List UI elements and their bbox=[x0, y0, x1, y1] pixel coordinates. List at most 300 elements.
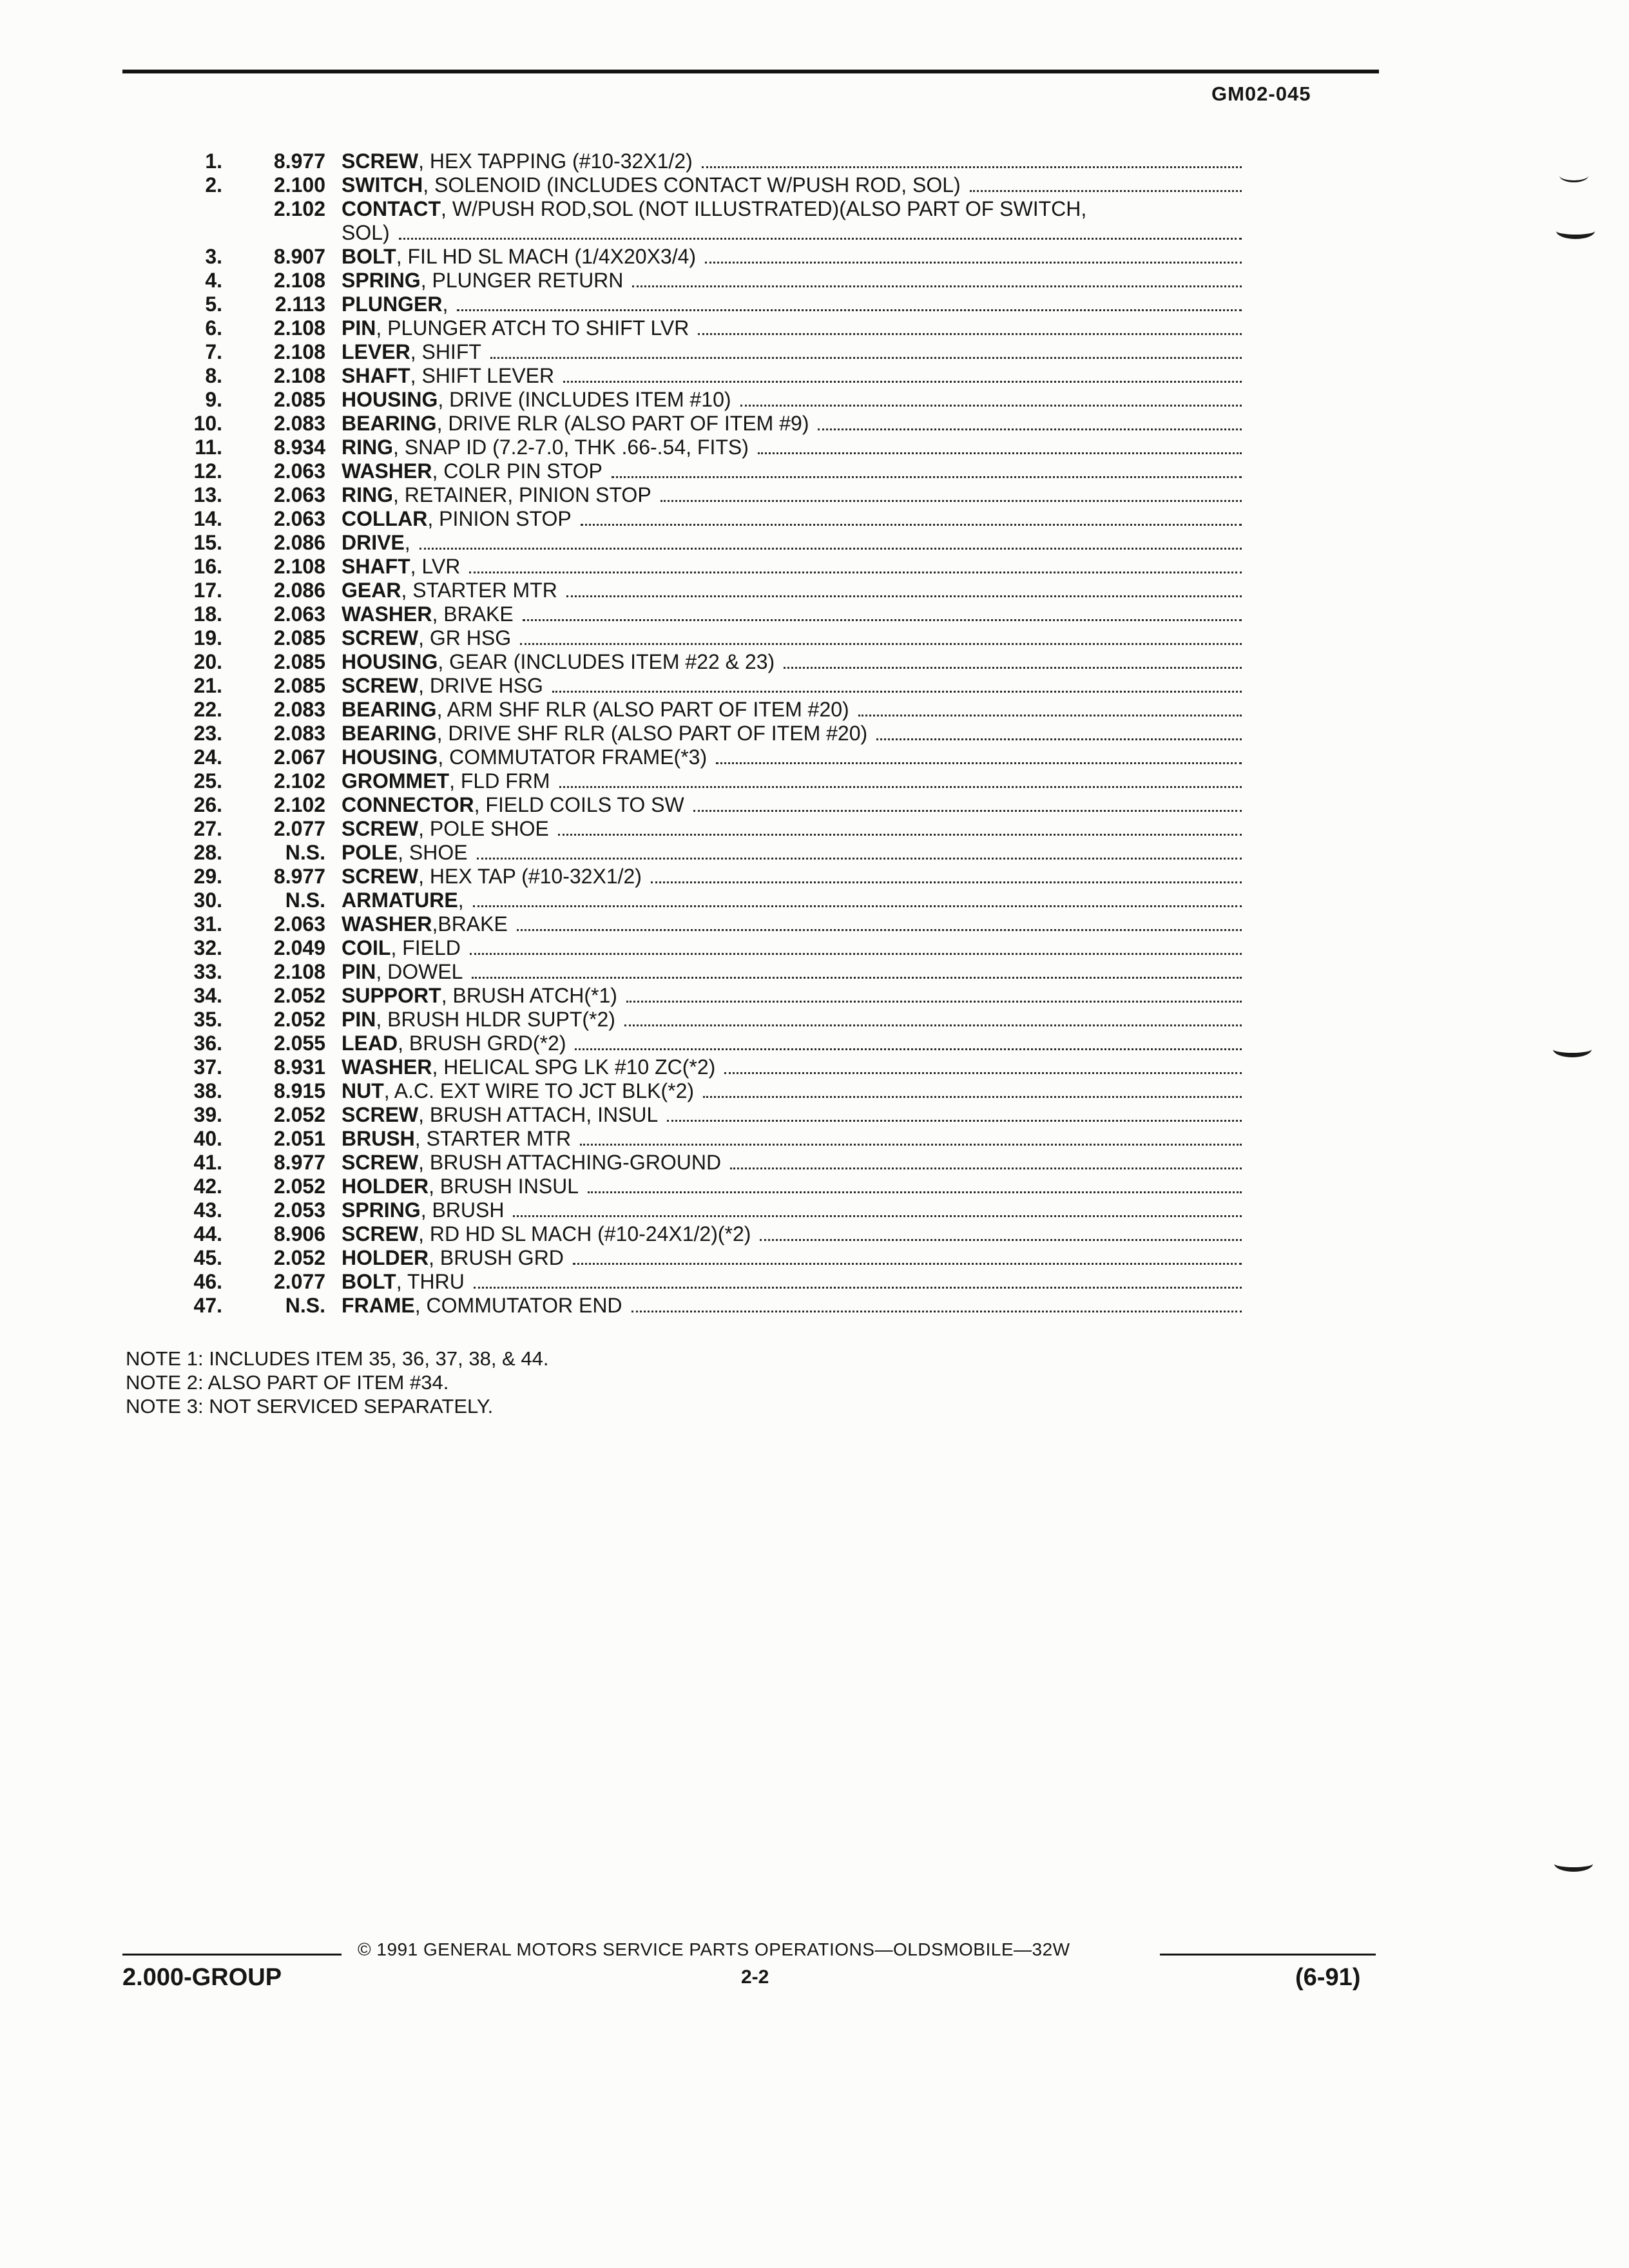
parts-row bbox=[184, 316, 1247, 340]
parts-row bbox=[184, 1270, 1247, 1294]
item-number: 29. bbox=[193, 865, 222, 888]
parts-row bbox=[184, 793, 1247, 817]
group-number: 8.977 bbox=[273, 149, 325, 173]
dot-leader bbox=[573, 1263, 1242, 1265]
parts-row bbox=[184, 1055, 1247, 1079]
part-name: HOUSING bbox=[342, 745, 438, 769]
dot-leader bbox=[703, 1096, 1242, 1098]
dot-leader bbox=[705, 262, 1242, 264]
part-detail: , BRAKE bbox=[432, 602, 514, 626]
part-detail: , ARM SHF RLR (ALSO PART OF ITEM #20) bbox=[436, 698, 849, 721]
group-number: 2.100 bbox=[273, 173, 325, 197]
part-detail: , BRUSH bbox=[420, 1198, 505, 1222]
part-name: WASHER bbox=[342, 1055, 432, 1079]
parts-row bbox=[184, 745, 1247, 769]
part-name: HOUSING bbox=[342, 388, 438, 411]
item-number: 40. bbox=[193, 1127, 222, 1150]
part-detail: , bbox=[442, 293, 448, 316]
parts-row bbox=[184, 602, 1247, 626]
item-number: 1. bbox=[205, 149, 222, 173]
part-name: WASHER bbox=[342, 459, 432, 483]
dot-leader bbox=[716, 762, 1242, 764]
part-description bbox=[342, 531, 1247, 555]
group-number: 2.085 bbox=[273, 626, 325, 649]
part-description bbox=[342, 149, 1247, 173]
parts-row bbox=[184, 1103, 1247, 1127]
group-number: 2.108 bbox=[273, 340, 325, 363]
part-name: COIL bbox=[342, 936, 391, 959]
item-number: 21. bbox=[193, 674, 222, 697]
part-name: SCREW bbox=[342, 1222, 419, 1245]
group-number: 2.085 bbox=[273, 388, 325, 411]
part-name: RING bbox=[342, 436, 393, 459]
part-description bbox=[342, 316, 1247, 340]
parts-row bbox=[184, 698, 1247, 722]
group-number: 2.083 bbox=[273, 722, 325, 745]
note-line: NOTE 3: NOT SERVICED SEPARATELY. bbox=[126, 1395, 494, 1418]
part-name: SPRING bbox=[342, 1198, 421, 1222]
group-number: 2.102 bbox=[273, 197, 325, 220]
parts-row bbox=[184, 936, 1247, 960]
part-detail: , SHOE bbox=[398, 841, 468, 864]
part-detail: , LVR bbox=[410, 555, 461, 578]
group-number: N.S. bbox=[285, 841, 325, 864]
part-description bbox=[342, 1008, 1247, 1032]
part-name: NUT bbox=[342, 1079, 384, 1102]
item-number: 23. bbox=[193, 722, 222, 745]
parts-row bbox=[184, 293, 1247, 316]
dot-leader bbox=[520, 643, 1242, 645]
group-number: 8.977 bbox=[273, 1151, 325, 1174]
part-detail: , RETAINER, PINION STOP bbox=[393, 483, 651, 506]
dot-leader bbox=[474, 1287, 1242, 1289]
parts-row bbox=[184, 412, 1247, 436]
group-number: 2.108 bbox=[273, 316, 325, 340]
dot-leader bbox=[624, 1024, 1242, 1026]
item-number: 13. bbox=[193, 483, 222, 506]
parts-row bbox=[184, 865, 1247, 889]
part-description bbox=[342, 340, 1247, 364]
dot-leader bbox=[858, 715, 1242, 716]
part-detail: , HELICAL SPG LK #10 ZC(*2) bbox=[432, 1055, 716, 1079]
footer-rule-right bbox=[1160, 1954, 1376, 1956]
parts-row bbox=[184, 245, 1247, 269]
parts-row bbox=[184, 1127, 1247, 1151]
part-description bbox=[342, 1032, 1247, 1055]
part-name: BEARING bbox=[342, 722, 437, 745]
parts-row bbox=[184, 436, 1247, 459]
part-detail: , DRIVE (INCLUDES ITEM #10) bbox=[438, 388, 731, 411]
dot-leader bbox=[419, 548, 1242, 550]
dot-leader bbox=[784, 667, 1242, 669]
part-description bbox=[342, 459, 1247, 483]
item-number: 17. bbox=[193, 579, 222, 602]
part-name: COLLAR bbox=[342, 507, 428, 530]
part-description bbox=[342, 1103, 1247, 1127]
part-description bbox=[342, 745, 1247, 769]
item-number: 4. bbox=[205, 269, 222, 292]
part-name: SPRING bbox=[342, 269, 421, 292]
part-name: CONNECTOR bbox=[342, 793, 474, 816]
part-detail: , STARTER MTR bbox=[414, 1127, 572, 1150]
group-number: 2.102 bbox=[273, 769, 325, 793]
part-name: SCREW bbox=[342, 149, 419, 173]
part-description bbox=[342, 1294, 1247, 1318]
group-number: 8.931 bbox=[273, 1055, 325, 1079]
parts-row bbox=[184, 674, 1247, 698]
part-detail: , BRUSH HLDR SUPT(*2) bbox=[376, 1008, 615, 1031]
parts-row bbox=[184, 626, 1247, 650]
parts-row bbox=[184, 722, 1247, 745]
group-number: 8.934 bbox=[273, 436, 325, 459]
part-description bbox=[342, 698, 1247, 722]
dot-leader bbox=[558, 834, 1242, 836]
group-number: 2.052 bbox=[273, 984, 325, 1007]
group-number: 2.085 bbox=[273, 650, 325, 673]
group-number: 2.083 bbox=[273, 412, 325, 435]
parts-row bbox=[184, 555, 1247, 579]
part-description bbox=[342, 483, 1247, 507]
dot-leader bbox=[970, 190, 1242, 192]
dot-leader bbox=[626, 1001, 1242, 1003]
group-number: 2.063 bbox=[273, 602, 325, 626]
part-detail: , W/PUSH ROD,SOL (NOT ILLUSTRATED)(ALSO PART OF SWITCH, bbox=[441, 197, 1087, 220]
dot-leader bbox=[876, 738, 1242, 740]
parts-row bbox=[184, 1079, 1247, 1103]
dot-leader bbox=[693, 810, 1242, 812]
part-detail: , BRUSH ATTACH, INSUL bbox=[418, 1103, 659, 1126]
part-name: DRIVE bbox=[342, 531, 405, 554]
dot-leader bbox=[470, 953, 1242, 955]
parts-row bbox=[184, 817, 1247, 841]
group-number: 2.067 bbox=[273, 745, 325, 769]
part-name: HOLDER bbox=[342, 1246, 429, 1269]
group-number: 2.077 bbox=[273, 817, 325, 840]
part-description bbox=[342, 245, 1247, 269]
part-description bbox=[342, 674, 1247, 698]
footer-rule-left bbox=[122, 1954, 342, 1956]
item-number: 11. bbox=[195, 436, 222, 459]
part-description bbox=[342, 793, 1247, 817]
parts-row bbox=[184, 507, 1247, 531]
group-number: 2.063 bbox=[273, 912, 325, 936]
part-description bbox=[342, 626, 1247, 650]
parts-row bbox=[184, 1294, 1247, 1318]
part-detail: , GR HSG bbox=[418, 626, 512, 649]
dot-leader bbox=[581, 524, 1242, 526]
part-description bbox=[342, 889, 1247, 912]
binder-mark bbox=[1553, 1041, 1592, 1057]
dot-leader bbox=[588, 1191, 1242, 1193]
part-detail: , DRIVE RLR (ALSO PART OF ITEM #9) bbox=[436, 412, 809, 435]
group-number: 2.102 bbox=[273, 793, 325, 816]
part-name: CONTACT bbox=[342, 197, 441, 220]
item-number: 47. bbox=[193, 1294, 222, 1317]
parts-row bbox=[184, 1032, 1247, 1055]
dot-leader bbox=[566, 595, 1242, 597]
part-detail: , GEAR (INCLUDES ITEM #22 & 23) bbox=[438, 650, 775, 673]
parts-row bbox=[184, 960, 1247, 984]
part-name: PLUNGER bbox=[342, 293, 443, 316]
part-description bbox=[342, 507, 1247, 531]
dot-leader bbox=[702, 166, 1242, 168]
part-name: GROMMET bbox=[342, 769, 450, 793]
dot-leader bbox=[667, 1120, 1242, 1122]
item-number: 37. bbox=[193, 1055, 222, 1079]
part-detail: , SOLENOID (INCLUDES CONTACT W/PUSH ROD, SOL) bbox=[423, 173, 961, 197]
part-description bbox=[342, 1127, 1247, 1151]
copyright-line: © 1991 GENERAL MOTORS SERVICE PARTS OPERATIONS—OLDSMOBILE—32W bbox=[358, 1939, 1070, 1959]
parts-row bbox=[184, 769, 1247, 793]
part-description bbox=[342, 602, 1247, 626]
dot-leader bbox=[472, 977, 1242, 979]
parts-row bbox=[184, 841, 1247, 865]
part-detail: , FLD FRM bbox=[449, 769, 550, 793]
part-name: SHAFT bbox=[342, 555, 410, 578]
parts-row bbox=[184, 1222, 1247, 1246]
parts-row bbox=[184, 483, 1247, 507]
top-rule bbox=[122, 70, 1379, 73]
part-name: SCREW bbox=[342, 1151, 419, 1174]
dot-leader bbox=[473, 905, 1242, 907]
part-detail: , COMMUTATOR END bbox=[414, 1294, 622, 1317]
part-detail: , FIL HD SL MACH (1/4X20X3/4) bbox=[396, 245, 697, 268]
part-detail-continued: SOL) bbox=[342, 221, 390, 244]
group-number: 2.052 bbox=[273, 1103, 325, 1126]
group-number: 8.907 bbox=[273, 245, 325, 268]
part-detail: , DRIVE SHF RLR (ALSO PART OF ITEM #20) bbox=[436, 722, 868, 745]
part-description bbox=[342, 769, 1247, 793]
part-detail: , HEX TAPPING (#10-32X1/2) bbox=[418, 149, 693, 173]
part-description bbox=[342, 865, 1247, 889]
part-detail: , DOWEL bbox=[376, 960, 463, 983]
note-line: NOTE 1: INCLUDES ITEM 35, 36, 37, 38, & 44. bbox=[126, 1347, 549, 1370]
part-description bbox=[342, 1198, 1247, 1222]
part-detail: , COMMUTATOR FRAME(*3) bbox=[438, 745, 708, 769]
parts-row bbox=[184, 889, 1247, 912]
dot-leader bbox=[631, 1311, 1242, 1312]
group-number: 8.977 bbox=[273, 865, 325, 888]
part-detail: , BRUSH GRD bbox=[429, 1246, 564, 1269]
parts-row bbox=[184, 1151, 1247, 1175]
dot-leader bbox=[552, 691, 1242, 693]
group-number: 2.108 bbox=[273, 364, 325, 387]
item-number: 9. bbox=[205, 388, 222, 411]
item-number: 25. bbox=[193, 769, 222, 793]
dot-leader bbox=[660, 500, 1242, 502]
group-number: 8.915 bbox=[273, 1079, 325, 1102]
part-name: FRAME bbox=[342, 1294, 415, 1317]
parts-row bbox=[184, 1175, 1247, 1198]
parts-row bbox=[184, 912, 1247, 936]
dot-leader bbox=[477, 858, 1242, 860]
dot-leader bbox=[612, 476, 1242, 478]
item-number: 41. bbox=[193, 1151, 222, 1174]
parts-row bbox=[184, 197, 1247, 245]
dot-leader bbox=[724, 1072, 1242, 1074]
item-number: 27. bbox=[193, 817, 222, 840]
part-detail: , SNAP ID (7.2-7.0, THK .66-.54, FITS) bbox=[393, 436, 749, 459]
part-description bbox=[342, 936, 1247, 960]
notes-section bbox=[126, 1347, 548, 1418]
part-detail: , COLR PIN STOP bbox=[432, 459, 602, 483]
group-number: 2.052 bbox=[273, 1246, 325, 1269]
part-description bbox=[342, 269, 1247, 293]
item-number: 14. bbox=[193, 507, 222, 530]
part-description bbox=[342, 650, 1247, 674]
page-number: 2-2 bbox=[741, 1966, 769, 1988]
item-number: 39. bbox=[193, 1103, 222, 1126]
dot-leader bbox=[632, 285, 1242, 287]
dot-leader bbox=[563, 381, 1242, 383]
part-description bbox=[342, 912, 1247, 936]
parts-list bbox=[184, 149, 1247, 1318]
group-number: 2.052 bbox=[273, 1008, 325, 1031]
item-number: 2. bbox=[205, 173, 222, 197]
part-name: WASHER bbox=[342, 602, 432, 626]
part-detail: , bbox=[458, 889, 464, 912]
item-number: 19. bbox=[193, 626, 222, 649]
part-name: HOLDER bbox=[342, 1175, 429, 1198]
parts-row bbox=[184, 650, 1247, 674]
part-description bbox=[342, 1270, 1247, 1294]
part-detail: , bbox=[404, 531, 410, 554]
part-name: SHAFT bbox=[342, 364, 410, 387]
group-number: 2.063 bbox=[273, 459, 325, 483]
dot-leader bbox=[523, 619, 1242, 621]
dot-leader bbox=[559, 786, 1242, 788]
item-number: 32. bbox=[193, 936, 222, 959]
part-description bbox=[342, 722, 1247, 745]
group-number: N.S. bbox=[285, 889, 325, 912]
part-name: POLE bbox=[342, 841, 398, 864]
part-description bbox=[342, 197, 1247, 245]
item-number: 43. bbox=[193, 1198, 222, 1222]
part-description bbox=[342, 579, 1247, 602]
dot-leader bbox=[758, 452, 1242, 454]
part-detail: , PLUNGER RETURN bbox=[420, 269, 624, 292]
part-name: LEAD bbox=[342, 1032, 398, 1055]
group-number: 2.086 bbox=[273, 579, 325, 602]
group-number: 2.077 bbox=[273, 1270, 325, 1293]
item-number: 8. bbox=[205, 364, 222, 387]
note-line: NOTE 2: ALSO PART OF ITEM #34. bbox=[126, 1371, 449, 1394]
parts-row bbox=[184, 1246, 1247, 1270]
group-number: 2.083 bbox=[273, 698, 325, 721]
item-number: 42. bbox=[193, 1175, 222, 1198]
dot-leader bbox=[651, 881, 1242, 883]
parts-row bbox=[184, 1008, 1247, 1032]
part-name: SCREW bbox=[342, 865, 419, 888]
parts-row bbox=[184, 149, 1247, 173]
revision-date: (6-91) bbox=[1295, 1964, 1361, 1991]
part-detail: , BRUSH ATCH(*1) bbox=[441, 984, 617, 1007]
item-number: 5. bbox=[205, 293, 222, 316]
part-name: BEARING bbox=[342, 412, 437, 435]
part-description bbox=[342, 293, 1247, 316]
item-number: 18. bbox=[193, 602, 222, 626]
dot-leader bbox=[490, 357, 1242, 359]
document-id: GM02-045 bbox=[1211, 82, 1311, 105]
part-name: RING bbox=[342, 483, 393, 506]
item-number: 33. bbox=[193, 960, 222, 983]
part-description bbox=[342, 1175, 1247, 1198]
item-number: 20. bbox=[193, 650, 222, 673]
part-description bbox=[342, 364, 1247, 388]
part-description bbox=[342, 817, 1247, 841]
group-number: 2.113 bbox=[275, 293, 325, 316]
parts-row bbox=[184, 269, 1247, 293]
part-name: BRUSH bbox=[342, 1127, 415, 1150]
parts-row bbox=[184, 1198, 1247, 1222]
part-detail: , POLE SHOE bbox=[418, 817, 549, 840]
part-name: PIN bbox=[342, 960, 376, 983]
dot-leader bbox=[513, 1215, 1242, 1217]
part-description bbox=[342, 960, 1247, 984]
part-detail: , HEX TAP (#10-32X1/2) bbox=[418, 865, 642, 888]
part-detail: , DRIVE HSG bbox=[418, 674, 543, 697]
binder-mark bbox=[1556, 223, 1595, 239]
item-number: 30. bbox=[193, 889, 222, 912]
group-number: 2.063 bbox=[273, 507, 325, 530]
part-name: PIN bbox=[342, 1008, 376, 1031]
group-number: 2.108 bbox=[273, 555, 325, 578]
dot-leader bbox=[469, 572, 1242, 573]
group-number: 2.063 bbox=[273, 483, 325, 506]
part-name: SUPPORT bbox=[342, 984, 441, 1007]
part-detail: , THRU bbox=[396, 1270, 465, 1293]
part-name: GEAR bbox=[342, 579, 401, 602]
item-number: 36. bbox=[193, 1032, 222, 1055]
dot-leader bbox=[740, 405, 1242, 407]
item-number: 3. bbox=[205, 245, 222, 268]
dot-leader bbox=[760, 1239, 1242, 1241]
item-number: 6. bbox=[205, 316, 222, 340]
dot-leader bbox=[457, 309, 1242, 311]
part-description bbox=[342, 412, 1247, 436]
item-number: 16. bbox=[193, 555, 222, 578]
part-description bbox=[342, 1055, 1247, 1079]
dot-leader bbox=[575, 1048, 1242, 1050]
part-description bbox=[342, 1079, 1247, 1103]
part-detail: , A.C. EXT WIRE TO JCT BLK(*2) bbox=[383, 1079, 695, 1102]
part-detail: ,BRAKE bbox=[432, 912, 508, 936]
part-description bbox=[342, 388, 1247, 412]
part-description bbox=[342, 555, 1247, 579]
group-label: 2.000-GROUP bbox=[122, 1964, 282, 1991]
group-number: 2.108 bbox=[273, 269, 325, 292]
group-number: 2.053 bbox=[273, 1198, 325, 1222]
item-number: 15. bbox=[193, 531, 222, 554]
part-detail: , RD HD SL MACH (#10-24X1/2)(*2) bbox=[418, 1222, 751, 1245]
part-description bbox=[342, 1246, 1247, 1270]
binder-mark bbox=[1559, 169, 1588, 182]
dot-leader bbox=[580, 1144, 1242, 1146]
part-name: ARMATURE bbox=[342, 889, 458, 912]
parts-row bbox=[184, 579, 1247, 602]
item-number: 22. bbox=[193, 698, 222, 721]
group-number: 2.052 bbox=[273, 1175, 325, 1198]
part-name: SCREW bbox=[342, 626, 419, 649]
parts-row bbox=[184, 173, 1247, 197]
part-name: SCREW bbox=[342, 1103, 419, 1126]
dot-leader bbox=[730, 1168, 1242, 1169]
item-number: 35. bbox=[193, 1008, 222, 1031]
dot-leader bbox=[517, 929, 1242, 931]
group-number: N.S. bbox=[285, 1294, 325, 1317]
parts-row bbox=[184, 364, 1247, 388]
part-detail: , SHIFT bbox=[410, 340, 481, 363]
